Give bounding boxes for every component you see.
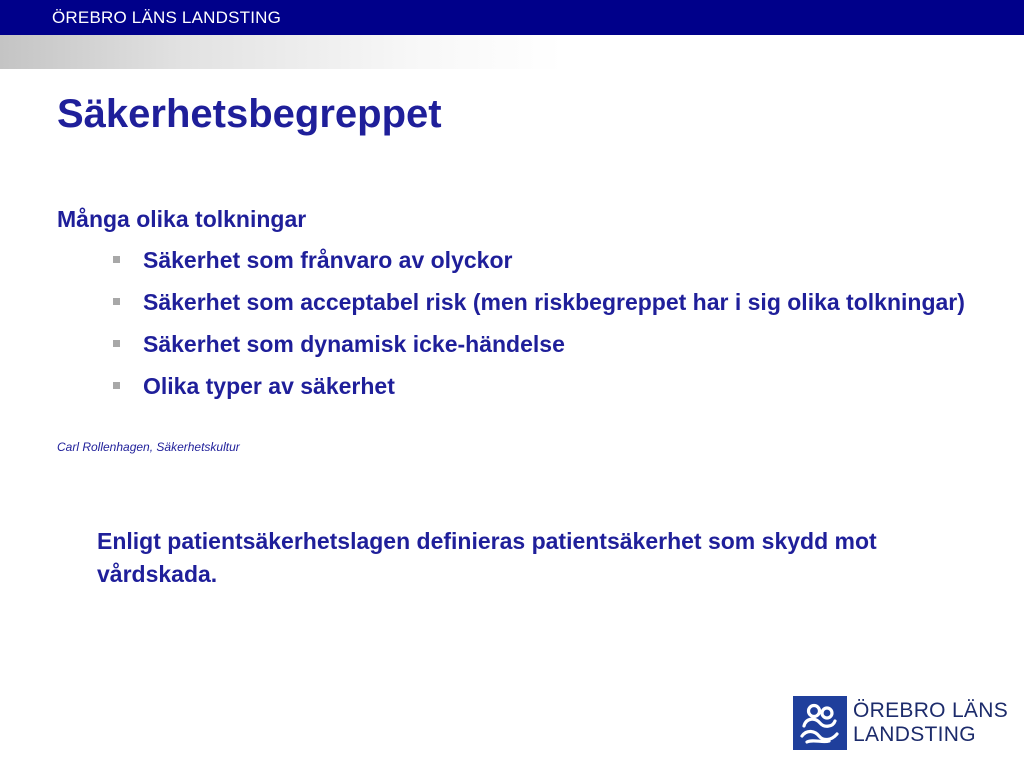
bullet-list xyxy=(110,245,970,413)
bullet-item xyxy=(110,245,970,276)
logo-line-2: LANDSTING xyxy=(853,723,976,746)
square-bullet-icon xyxy=(113,256,120,263)
citation: Carl Rollenhagen, Säkerhetskultur xyxy=(57,440,240,454)
bullet-text: Olika typer av säkerhet xyxy=(143,373,395,399)
bullet-item xyxy=(110,287,970,318)
bullet-item xyxy=(110,329,970,360)
logo-line-1: ÖREBRO LÄNS xyxy=(853,699,1009,722)
bullet-item xyxy=(110,371,970,402)
header-bar xyxy=(0,0,1024,35)
definition-text: Enligt patientsäkerhetslagen definieras patientsäkerhet som skydd mot vårdskada. xyxy=(97,528,877,587)
logo-wordmark xyxy=(853,699,1008,747)
bullet-text: Säkerhet som acceptabel risk (men riskbegreppet har i sig olika tolkningar) xyxy=(143,289,965,315)
header-gradient-strip xyxy=(0,35,1024,69)
square-bullet-icon xyxy=(113,340,120,347)
bullet-text: Säkerhet som dynamisk icke-händelse xyxy=(143,331,565,357)
square-bullet-icon xyxy=(113,298,120,305)
square-bullet-icon xyxy=(113,382,120,389)
organization-logo xyxy=(793,696,1009,752)
logo-emblem-graphic xyxy=(793,696,847,750)
header-organization-name: ÖREBRO LÄNS LANDSTING xyxy=(52,8,282,27)
bullet-text: Säkerhet som frånvaro av olyckor xyxy=(143,247,513,273)
logo-emblem-icon xyxy=(793,696,847,750)
intro-text: Många olika tolkningar xyxy=(57,206,307,232)
slide-title: Säkerhetsbegreppet xyxy=(57,92,442,136)
